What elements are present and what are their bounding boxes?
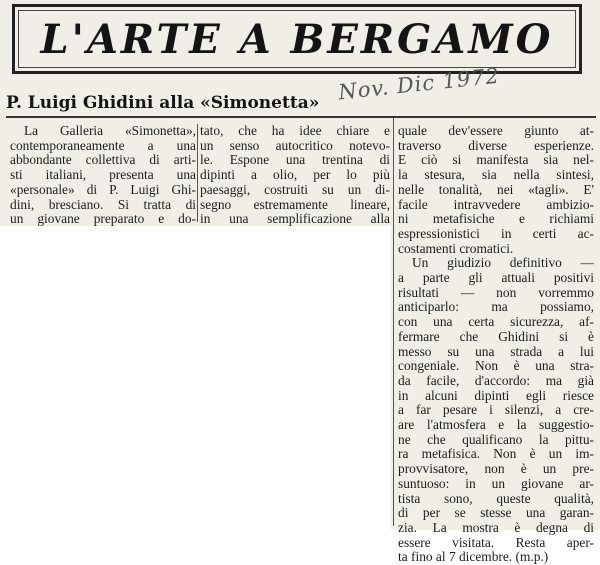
article-text-line: quale dev'essere giunto at- <box>398 123 594 138</box>
article-text-line: di per se stesse una garan- <box>398 505 594 521</box>
article-text-line: sti italiani, presenta una <box>10 167 196 183</box>
article-text-line: a far pesare i silenzi, a cre- <box>398 402 594 418</box>
article-text-line: segno estremamente lineare, <box>200 196 390 212</box>
article-text-line: costamenti cromatici. <box>398 240 514 256</box>
article-text-line: provvisatore, non è un pre- <box>398 461 594 477</box>
article-text-line: abbondante collettiva di arti- <box>10 152 196 168</box>
article-text-line: E ciò si manifesta sia nel- <box>398 152 594 168</box>
article-text-line: contemporaneamente a una <box>10 137 196 153</box>
article-text-line: un senso autocritico notevo- <box>200 137 390 153</box>
article-text-line: tista sono, queste qualità, <box>398 490 594 506</box>
article-text-line: essere visitata. Resta aper- <box>398 534 594 550</box>
article-column-1 <box>10 124 196 227</box>
article-text-line: da facile, d'accordo: ma già <box>398 372 594 388</box>
article-text-line: Un giudizio definitivo — <box>412 255 594 271</box>
article-text-line: ne che qualificano la pittu- <box>398 431 594 447</box>
article-text-line: risultati — non vorremmo <box>398 284 594 300</box>
column-divider-1 <box>197 124 198 222</box>
article-text-line: con una certa sicurezza, af- <box>398 314 594 330</box>
article-text-line: traverso diverse esperienze. <box>398 137 594 153</box>
column-divider-2 <box>393 118 394 526</box>
article-text-line: ra metafisica. Non è un im- <box>398 446 594 462</box>
article-column-2 <box>200 124 390 227</box>
article-text-line: paesaggi, costruiti su un di- <box>200 181 390 197</box>
article-text-line: dipinti a olio, per lo più <box>200 167 390 183</box>
article-text-line: tato, che ha idee chiare e <box>200 123 390 138</box>
article-text-line: in alcuni dipinti egli riesce <box>398 387 594 403</box>
article-text-line: congeniale. Non è una stra- <box>398 358 594 374</box>
article-text-line: «personale» di P. Luigi Ghi- <box>10 181 196 197</box>
article-text-line: ta fino al 7 dicembre. (m.p.) <box>398 549 549 565</box>
article-text-line: nelle tonalità, nei «tagli». E' <box>398 181 594 197</box>
article-text-line: fermare che Ghidini si è <box>398 328 594 344</box>
headline-rule <box>6 116 596 118</box>
article-text-line: in una semplificazione alla <box>200 211 390 227</box>
article-text-line: espressionistici in certi ac- <box>398 225 594 241</box>
article-text-line: anticiparlo: ma possiamo, <box>398 299 594 315</box>
masthead-title: L'ARTE A BERGAMO <box>40 15 554 63</box>
article-text-line: suntuoso: in un giovane ar- <box>398 475 594 491</box>
article-text-line: messo su una strada a lui <box>398 343 594 359</box>
handwritten-date-note: Nov. Dic 1972 <box>337 63 501 105</box>
article-text-line: are l'atmosfera e la suggestio- <box>398 417 594 433</box>
article-text-line: la stesura, sia nella sintesi, <box>398 167 594 183</box>
article-text-line: dini, bresciano. Si tratta di <box>10 196 196 212</box>
article-text-line: facile intravvedere ambizio- <box>398 196 594 212</box>
article-headline: P. Luigi Ghidini alla «Simonetta» <box>6 93 320 113</box>
article-column-3 <box>398 124 594 565</box>
article-text-line: zia. La mostra è degna di <box>398 519 594 535</box>
article-text-line: a parte gli attuali positivi <box>398 270 594 286</box>
article-text-line: ni metafisiche e richiami <box>398 211 594 227</box>
article-text-line: La Galleria «Simonetta», <box>24 123 196 138</box>
article-text-line: le. Espone una trentina di <box>200 152 390 168</box>
article-text-line: un giovane preparato e do- <box>10 211 196 227</box>
